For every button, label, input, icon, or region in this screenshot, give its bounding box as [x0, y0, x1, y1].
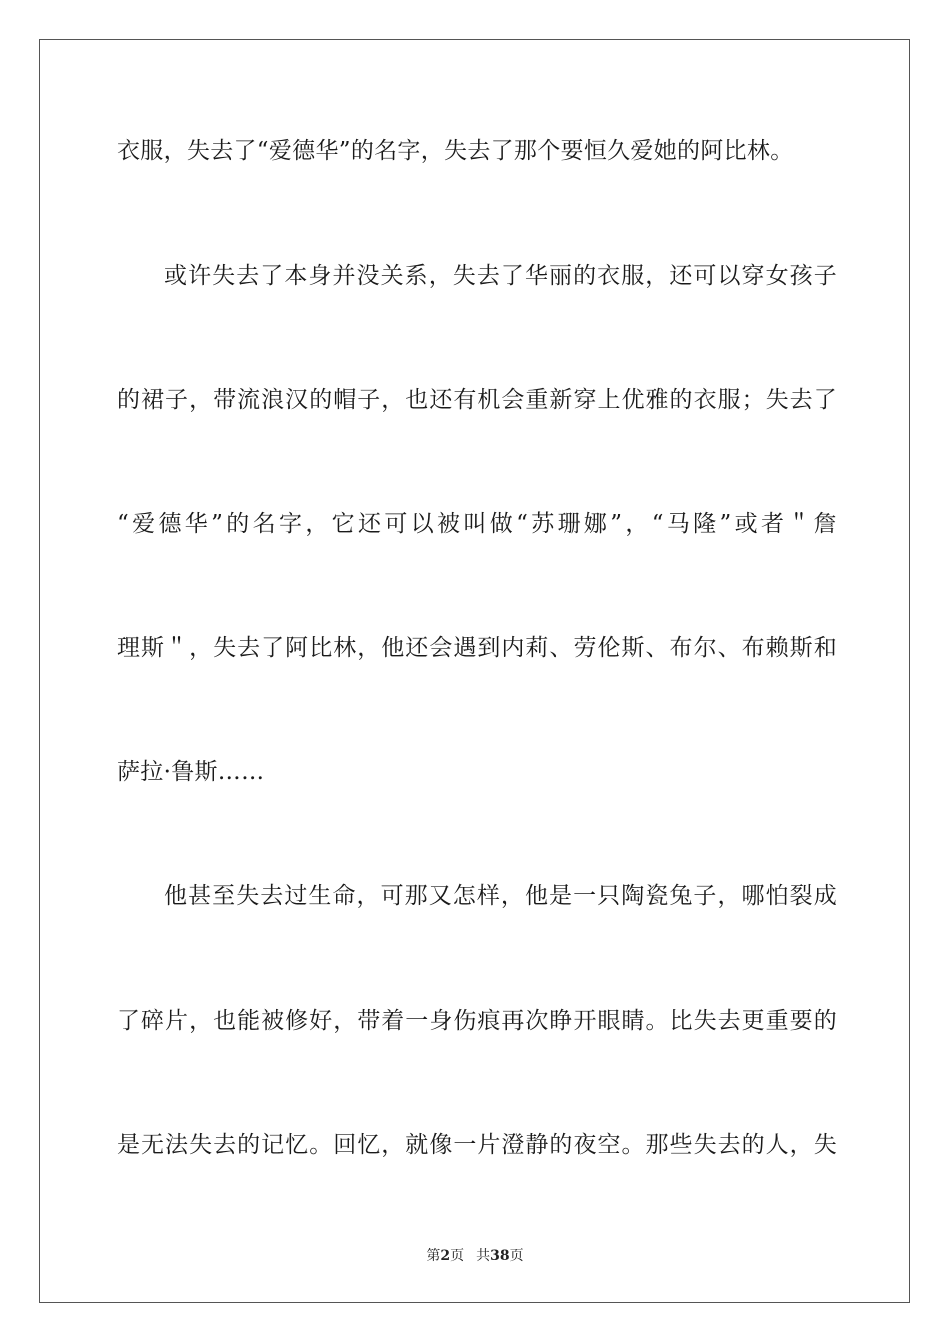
page-footer [0, 1247, 950, 1265]
text-line: “爱德华”的名字，它还可以被叫做“苏珊娜”，“马隆”或者＂詹 [117, 511, 837, 537]
text-line: 是无法失去的记忆。回忆，就像一片澄静的夜空。那些失去的人，失 [117, 1132, 837, 1158]
text-line: 或许失去了本身并没关系，失去了华丽的衣服，还可以穿女孩子 [164, 263, 837, 289]
page-number: 2 [440, 1248, 451, 1264]
total-pages: 38 [490, 1248, 510, 1264]
text-line: 衣服，失去了“爱德华”的名字，失去了那个要恒久爱她的阿比林。 [117, 138, 794, 164]
text-line: 的裙子，带流浪汉的帽子，也还有机会重新穿上优雅的衣服；失去了 [117, 387, 837, 413]
text-line: 萨拉·鲁斯…… [117, 759, 265, 785]
text-line: 了碎片，也能被修好，带着一身伤痕再次睁开眼睛。比失去更重要的 [117, 1008, 837, 1034]
page-border [39, 39, 910, 1303]
text-line: 他甚至失去过生命，可那又怎样，他是一只陶瓷兔子，哪怕裂成 [164, 883, 837, 909]
total-suffix: 页 [509, 1248, 524, 1264]
total-prefix: 共 [476, 1248, 491, 1264]
page-suffix: 页 [450, 1248, 465, 1264]
text-line: 理斯＂，失去了阿比林，他还会遇到内莉、劳伦斯、布尔、布赖斯和 [117, 635, 837, 661]
page-prefix: 第 [426, 1248, 441, 1264]
